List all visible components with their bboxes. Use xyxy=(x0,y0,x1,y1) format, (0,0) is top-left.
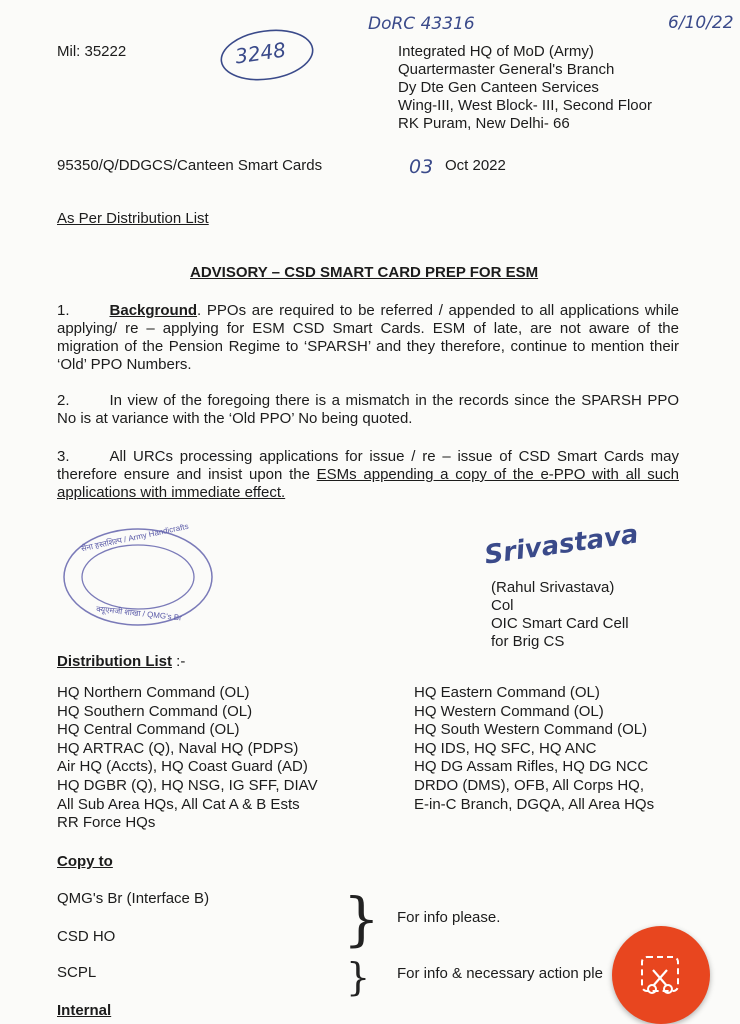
crop-action-button[interactable] xyxy=(612,926,710,1024)
copy-note-action: For info & necessary action ple xyxy=(397,965,603,982)
handwritten-day: 03 xyxy=(409,156,434,178)
handwritten-dorc-number: DoRC 43316 xyxy=(368,14,475,34)
address-block xyxy=(398,43,652,133)
distribution-heading-suffix: :- xyxy=(172,653,186,670)
para-heading: Background xyxy=(109,302,198,319)
para-number: 1. xyxy=(57,302,70,319)
address-line: Quartermaster General's Branch xyxy=(398,61,615,78)
para-emphasis: ESMs appending a copy of the e-PPO with all such applications with immediate effect. xyxy=(57,466,679,501)
as-per-distribution: As Per Distribution List xyxy=(57,210,209,227)
handwritten-date-mark: 6/10/22 xyxy=(668,13,734,33)
signatory-for: for Brig CS xyxy=(491,633,565,650)
list-item: HQ DG Assam Rifles, HQ DG NCC xyxy=(414,758,649,776)
handwritten-signature: Srivastava xyxy=(482,519,641,571)
stamp-bottom-text: क्यूएमजी शाखा / QMG's Br xyxy=(95,604,183,623)
address-line: Dy Dte Gen Canteen Services xyxy=(398,79,599,96)
address-line: Wing-III, West Block- III, Second Floor xyxy=(398,97,652,114)
copy-note-info: For info please. xyxy=(397,909,501,926)
list-item: HQ Northern Command (OL) xyxy=(57,684,250,701)
paragraph-1 xyxy=(57,302,679,374)
list-item: RR Force HQs xyxy=(57,814,156,832)
paragraph-3 xyxy=(57,448,679,502)
subject-title: ADVISORY – CSD SMART CARD PREP FOR ESM xyxy=(190,264,539,281)
copy-to-item: QMG's Br (Interface B) xyxy=(57,890,210,907)
address-line: RK Puram, New Delhi- 66 xyxy=(398,115,570,132)
distribution-heading-label: Distribution List xyxy=(57,653,172,670)
para-number: 2. xyxy=(57,392,70,409)
list-item: HQ Central Command (OL) xyxy=(57,721,240,739)
list-item: HQ Eastern Command (OL) xyxy=(414,684,600,701)
letter-date: Oct 2022 xyxy=(445,157,506,174)
stamp-top-text: सेना हस्तशिल्प / Army Handicrafts xyxy=(80,521,190,554)
copy-to-heading: Copy to xyxy=(57,853,113,870)
signatory-rank: Col xyxy=(491,597,514,614)
list-item: HQ DGBR (Q), HQ NSG, IG SFF, DIAV xyxy=(57,776,318,794)
copy-to-item: CSD HO xyxy=(57,928,116,945)
brace-bracket: } xyxy=(343,885,380,953)
distribution-heading xyxy=(57,653,185,671)
list-item: All Sub Area HQs, All Cat A & B Ests xyxy=(57,795,300,813)
address-line: Integrated HQ of MoD (Army) xyxy=(398,43,594,60)
list-item: HQ Western Command (OL) xyxy=(414,702,604,720)
copy-to-item: SCPL xyxy=(57,964,97,981)
para-text: All URCs processing applications for issue / re – issue of CSD Smart Cards may therefore ensure and insist upon the xyxy=(57,448,679,483)
list-item: DRDO (DMS), OFB, All Corps HQ, xyxy=(414,776,645,794)
list-item: Air HQ (Accts), HQ Coast Guard (AD) xyxy=(57,758,308,776)
scissors-icon xyxy=(612,926,710,1024)
list-item: HQ ARTRAC (Q), Naval HQ (PDPS) xyxy=(57,739,299,757)
mil-number: Mil: 35222 xyxy=(57,43,127,60)
office-stamp xyxy=(60,521,216,630)
list-item: HQ South Western Command (OL) xyxy=(414,721,648,739)
list-item: HQ Southern Command (OL) xyxy=(57,702,253,720)
para-text: . PPOs are required to be referred / appended to all applications while applying/ re – applying for ESM CSD Smart Cards. ESM of late, are not aware of the migration of the Pension Regime to ‘SPARSH’ and they therefore, continue to mention their ‘Old’ PPO Numbers. xyxy=(57,302,679,373)
list-item: HQ IDS, HQ SFC, HQ ANC xyxy=(414,739,597,757)
brace-bracket: } xyxy=(346,955,371,999)
para-number: 3. xyxy=(57,448,70,465)
distribution-right-column xyxy=(414,684,654,814)
signatory-appointment: OIC Smart Card Cell xyxy=(491,615,629,632)
circled-number-text: 3248 xyxy=(233,37,288,69)
list-item: E-in-C Branch, DGQA, All Area HQs xyxy=(414,795,655,813)
paragraph-2 xyxy=(57,392,679,428)
internal-heading: Internal xyxy=(57,1002,112,1019)
para-text: In view of the foregoing there is a mismatch in the records since the SPARSH PPO No is at variance with the ‘Old PPO’ No being quoted. xyxy=(57,392,679,427)
distribution-left-column xyxy=(57,684,318,833)
signature-block xyxy=(491,579,629,651)
circled-number-stamp xyxy=(217,27,317,83)
reference-number: 95350/Q/DDGCS/Canteen Smart Cards xyxy=(57,157,323,174)
signatory-name: (Rahul Srivastava) xyxy=(491,579,615,596)
